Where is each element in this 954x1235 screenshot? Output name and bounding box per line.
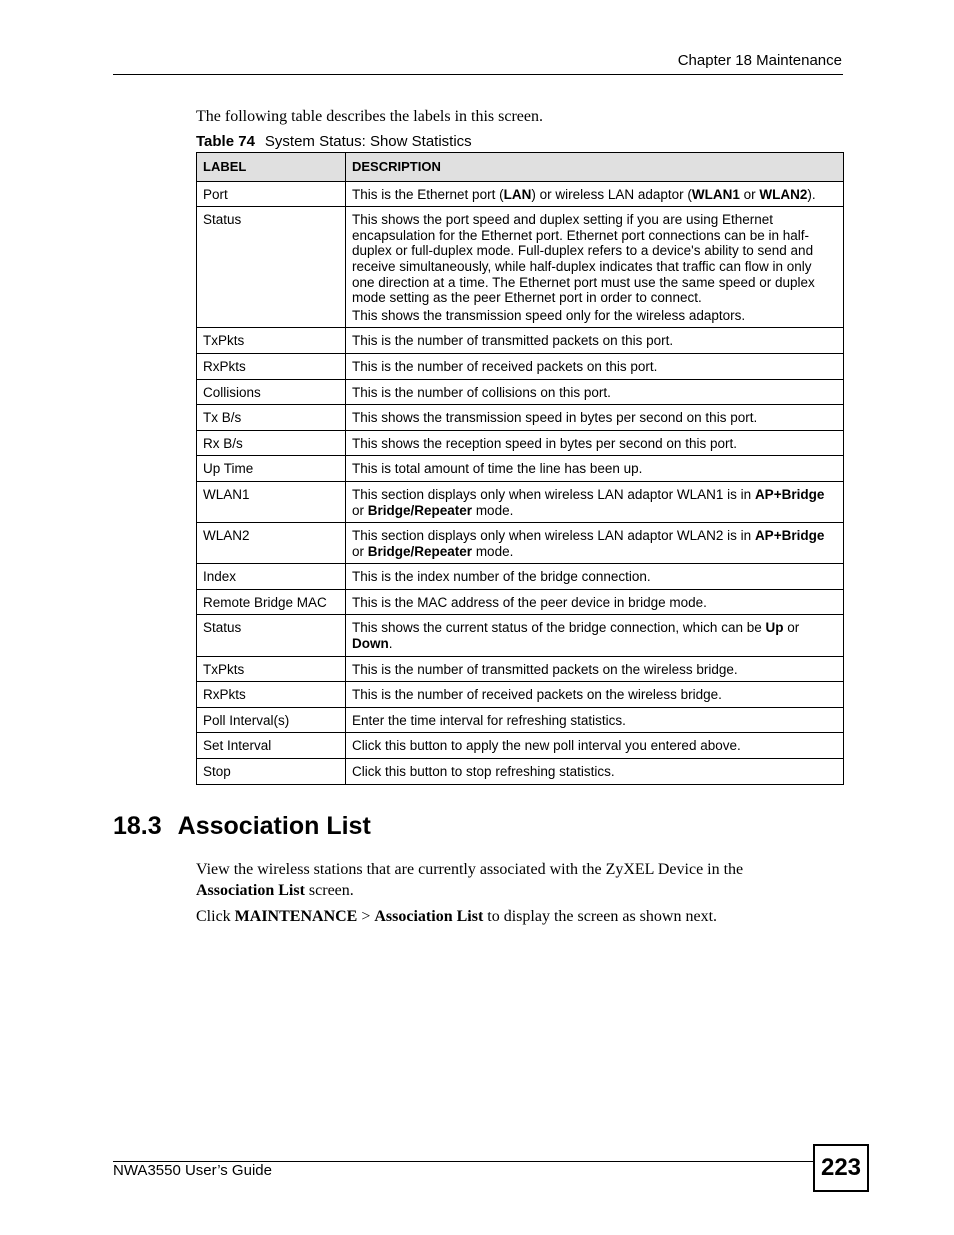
description-paragraph: This is the Ethernet port (LAN) or wireless LAN adaptor (WLAN1 or WLAN2). xyxy=(352,186,816,202)
row-label: WLAN1 xyxy=(197,481,346,522)
footer-guide-title: NWA3550 User’s Guide xyxy=(113,1162,272,1179)
row-description xyxy=(346,430,844,456)
row-description xyxy=(346,405,844,431)
column-header-description: DESCRIPTION xyxy=(346,153,844,182)
description-emphasis: Up xyxy=(765,620,784,636)
chapter-header: Chapter 18 Maintenance xyxy=(677,52,842,69)
table-row xyxy=(197,707,844,733)
row-description xyxy=(346,353,844,379)
description-paragraph: This shows the port speed and duplex setting if you are using Ethernet encapsulation for the Ethernet port. Ethernet port connections can be in half-duplex or full-duplex mode. Full-duplex refers to a device's ability to send and receive simultaneously, while half-duplex indicates that traffic can flow in only one direction at a time. The Ethernet port must use the same speed or duplex mode setting as the peer Ethernet port in order to connect. xyxy=(352,212,815,306)
table-row xyxy=(197,430,844,456)
row-description xyxy=(346,181,844,207)
para2-menu: MAINTENANCE xyxy=(234,908,358,925)
description-paragraph: This is total amount of time the line has been up. xyxy=(352,461,643,477)
row-label: Poll Interval(s) xyxy=(197,707,346,733)
row-label: Tx B/s xyxy=(197,405,346,431)
para2-pre: Click xyxy=(196,908,235,925)
description-paragraph: This is the index number of the bridge connection. xyxy=(352,569,651,585)
row-description xyxy=(346,456,844,482)
intro-text: The following table describes the labels in this screen. xyxy=(196,108,544,125)
section-title: Association List xyxy=(177,812,371,840)
row-label: Up Time xyxy=(197,456,346,482)
table-row xyxy=(197,733,844,759)
description-emphasis: AP+Bridge xyxy=(754,486,825,502)
table-row xyxy=(197,523,844,564)
table-row xyxy=(197,207,844,328)
section-number: 18.3 xyxy=(113,812,162,840)
description-paragraph: This shows the current status of the bridge connection, which can be Up or Down. xyxy=(352,620,800,652)
row-description xyxy=(346,682,844,708)
header-rule xyxy=(113,74,843,75)
row-label: Rx B/s xyxy=(197,430,346,456)
table-row xyxy=(197,656,844,682)
table-row xyxy=(197,181,844,207)
description-paragraph: This is the number of collisions on this port. xyxy=(352,384,611,400)
row-label: Stop xyxy=(197,759,346,785)
row-description xyxy=(346,328,844,354)
description-paragraph: Click this button to stop refreshing statistics. xyxy=(352,764,615,780)
row-description xyxy=(346,759,844,785)
description-paragraph: This is the MAC address of the peer device in bridge mode. xyxy=(352,594,707,610)
row-label: RxPkts xyxy=(197,353,346,379)
column-header-label: LABEL xyxy=(197,153,346,182)
para1-bold: Association List xyxy=(196,882,305,899)
para2-post: to display the screen as shown next. xyxy=(483,908,718,925)
description-paragraph: Click this button to apply the new poll interval you entered above. xyxy=(352,738,741,754)
description-paragraph: This is the number of transmitted packets on the wireless bridge. xyxy=(352,661,738,677)
description-paragraph: This shows the transmission speed only for the wireless adaptors. xyxy=(352,307,746,323)
description-paragraph: This is the number of received packets on this port. xyxy=(352,358,658,374)
row-label: Status xyxy=(197,207,346,328)
para1-end: screen. xyxy=(304,882,354,899)
table-row xyxy=(197,328,844,354)
row-description xyxy=(346,707,844,733)
description-emphasis: LAN xyxy=(503,186,532,202)
row-label: Collisions xyxy=(197,379,346,405)
row-description xyxy=(346,481,844,522)
table-caption-title: System Status: Show Statistics xyxy=(264,133,472,150)
description-emphasis: WLAN2 xyxy=(759,186,808,202)
table-row xyxy=(197,564,844,590)
row-label: Remote Bridge MAC xyxy=(197,589,346,615)
row-description xyxy=(346,733,844,759)
table-body xyxy=(197,181,844,784)
description-paragraph: This is the number of received packets on the wireless bridge. xyxy=(352,687,722,703)
table-row xyxy=(197,615,844,656)
table-row xyxy=(197,682,844,708)
description-emphasis: Bridge/Repeater xyxy=(367,502,473,518)
row-label: Status xyxy=(197,615,346,656)
table-row xyxy=(197,759,844,785)
row-label: RxPkts xyxy=(197,682,346,708)
row-description xyxy=(346,589,844,615)
description-paragraph: This is the number of transmitted packets on this port. xyxy=(352,333,674,349)
section-heading xyxy=(113,812,371,841)
table-row xyxy=(197,589,844,615)
description-emphasis: Bridge/Repeater xyxy=(367,543,473,559)
row-description xyxy=(346,656,844,682)
row-description xyxy=(346,207,844,328)
description-emphasis: WLAN1 xyxy=(691,186,740,202)
row-label: TxPkts xyxy=(197,656,346,682)
table-row xyxy=(197,405,844,431)
para2-item: Association List xyxy=(374,908,484,925)
table-header-row xyxy=(197,153,844,182)
row-description xyxy=(346,615,844,656)
row-label: Port xyxy=(197,181,346,207)
table-row xyxy=(197,379,844,405)
description-emphasis: AP+Bridge xyxy=(754,528,825,544)
statistics-table xyxy=(196,152,844,785)
description-paragraph: Enter the time interval for refreshing statistics. xyxy=(352,712,626,728)
section-paragraph-1 xyxy=(196,859,816,901)
table-caption-number: Table 74 xyxy=(196,133,255,150)
row-label: Index xyxy=(197,564,346,590)
row-description xyxy=(346,523,844,564)
row-description xyxy=(346,379,844,405)
table-row xyxy=(197,456,844,482)
table-row xyxy=(197,353,844,379)
table-caption xyxy=(196,133,472,150)
page-number: 223 xyxy=(813,1144,869,1192)
row-description xyxy=(346,564,844,590)
table-row xyxy=(197,481,844,522)
section-paragraph-2 xyxy=(196,908,717,926)
row-label: WLAN2 xyxy=(197,523,346,564)
row-label: Set Interval xyxy=(197,733,346,759)
row-label: TxPkts xyxy=(197,328,346,354)
para1-text: View the wireless stations that are currently associated with the ZyXEL Device in the xyxy=(196,861,744,878)
description-paragraph: This shows the transmission speed in bytes per second on this port. xyxy=(352,410,758,426)
description-paragraph: This section displays only when wireless LAN adaptor WLAN2 is in AP+Bridge or Bridge/Repeater mode. xyxy=(352,528,825,559)
para2-sep: > xyxy=(357,908,375,925)
description-emphasis: Down xyxy=(352,636,389,652)
description-paragraph: This shows the reception speed in bytes per second on this port. xyxy=(352,435,737,451)
description-paragraph: This section displays only when wireless LAN adaptor WLAN1 is in AP+Bridge or Bridge/Repeater mode. xyxy=(352,486,825,518)
